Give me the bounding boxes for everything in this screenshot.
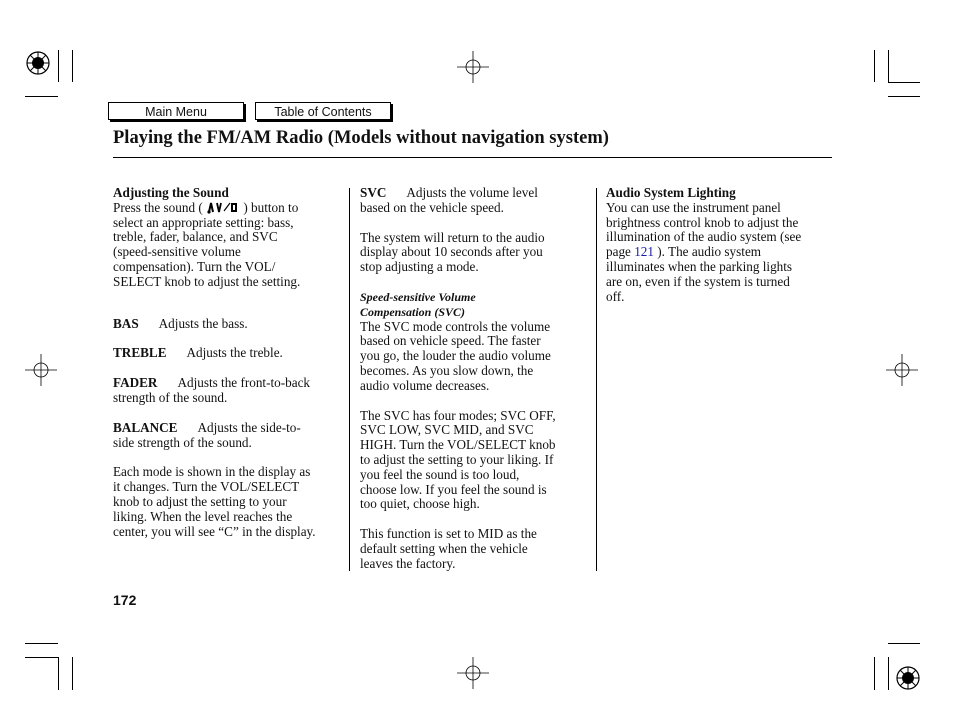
return-line: display about 10 seconds after you [360,244,543,260]
lighting-line: illuminates when the parking lights [606,258,793,274]
intro-first-line: Press the sound ( ) button to [113,199,299,215]
column-divider [596,188,597,571]
lighting-line: off. [606,288,625,304]
fader-entry-cont: strength of the sound. [113,389,228,405]
section-heading-audio-lighting: Audio System Lighting [606,185,736,200]
balance-entry: BALANCE Adjusts the side-to- [113,419,301,435]
treble-entry: TREBLE Adjusts the treble. [113,345,283,361]
crosshair-icon [886,354,918,386]
mode-line: center, you will see “C” in the display. [113,523,316,539]
default-line: This function is set to MID as the [360,526,537,542]
balance-entry-cont: side strength of the sound. [113,434,252,450]
crosshair-icon [457,657,489,689]
mode-line: it changes. Turn the VOL/SELECT [113,479,300,495]
svc-desc-line: based on vehicle speed. The faster [360,333,541,349]
sound-button-icon [206,201,240,214]
svc-entry: SVC Adjusts the volume level [360,185,538,200]
return-line: stop adjusting a mode. [360,259,479,275]
svc-modes-line: you feel the sound is too loud, [360,466,520,482]
intro-line: compensation). Turn the VOL/ [113,258,276,274]
svc-modes-line: to adjust the setting to your liking. If [360,451,554,467]
mode-line: liking. When the level reaches the [113,508,293,524]
lighting-line: You can use the instrument panel [606,199,781,215]
return-line: The system will return to the audio [360,229,545,245]
svc-desc-line: you go, the louder the audio volume [360,348,551,364]
svc-modes-line: The SVC has four modes; SVC OFF, [360,407,556,423]
page-title: Playing the FM/AM Radio (Models without navigation system) [113,128,609,148]
bas-entry: BAS Adjusts the bass. [113,315,248,331]
intro-line: (speed-sensitive volume [113,244,241,260]
crosshair-icon [25,354,57,386]
svc-modes-line: choose low. If you feel the sound is [360,481,547,497]
lighting-line: brightness control knob to adjust the [606,214,799,230]
title-rule [113,157,832,158]
svc-subheading-cont: Compensation (SVC) [360,304,466,319]
intro-line: treble, fader, balance, and SVC [113,229,278,245]
section-heading-adjusting-sound: Adjusting the Sound [113,185,229,200]
sunburst-icon [25,50,51,76]
fader-entry: FADER Adjusts the front-to-back [113,375,311,391]
crosshair-icon [457,51,489,83]
default-line: default setting when the vehicle [360,540,528,556]
default-line: leaves the factory. [360,555,456,571]
column-divider [349,188,350,571]
lighting-page-ref: page 121 ). The audio system [606,244,762,260]
svc-subheading: Speed-sensitive Volume [360,289,476,304]
column-svc [360,186,596,572]
page-121-link[interactable]: 121 [634,244,654,260]
intro-line: select an appropriate setting: bass, [113,214,294,230]
lighting-line: are on, even if the system is turned [606,273,790,289]
main-menu-button[interactable]: Main Menu [108,102,244,120]
column-audio-lighting [606,186,834,304]
intro-line: SELECT knob to adjust the setting. [113,273,301,289]
svc-modes-line: too quiet, choose high. [360,496,480,512]
sunburst-icon [895,665,921,691]
lighting-line: illumination of the audio system (see [606,229,802,245]
svc-entry-cont: based on the vehicle speed. [360,199,504,215]
column-adjusting-sound [113,186,348,539]
mode-line: knob to adjust the setting to your [113,493,287,509]
svc-modes-line: HIGH. Turn the VOL/SELECT knob [360,437,556,453]
svc-desc-line: audio volume decreases. [360,377,490,393]
svc-desc-line: becomes. As you slow down, the [360,362,534,378]
svc-modes-line: SVC LOW, SVC MID, and SVC [360,422,534,438]
mode-line: Each mode is shown in the display as [113,464,311,480]
page-number: 172 [113,592,137,608]
table-of-contents-button[interactable]: Table of Contents [255,102,391,120]
svc-desc-line: The SVC mode controls the volume [360,318,551,334]
